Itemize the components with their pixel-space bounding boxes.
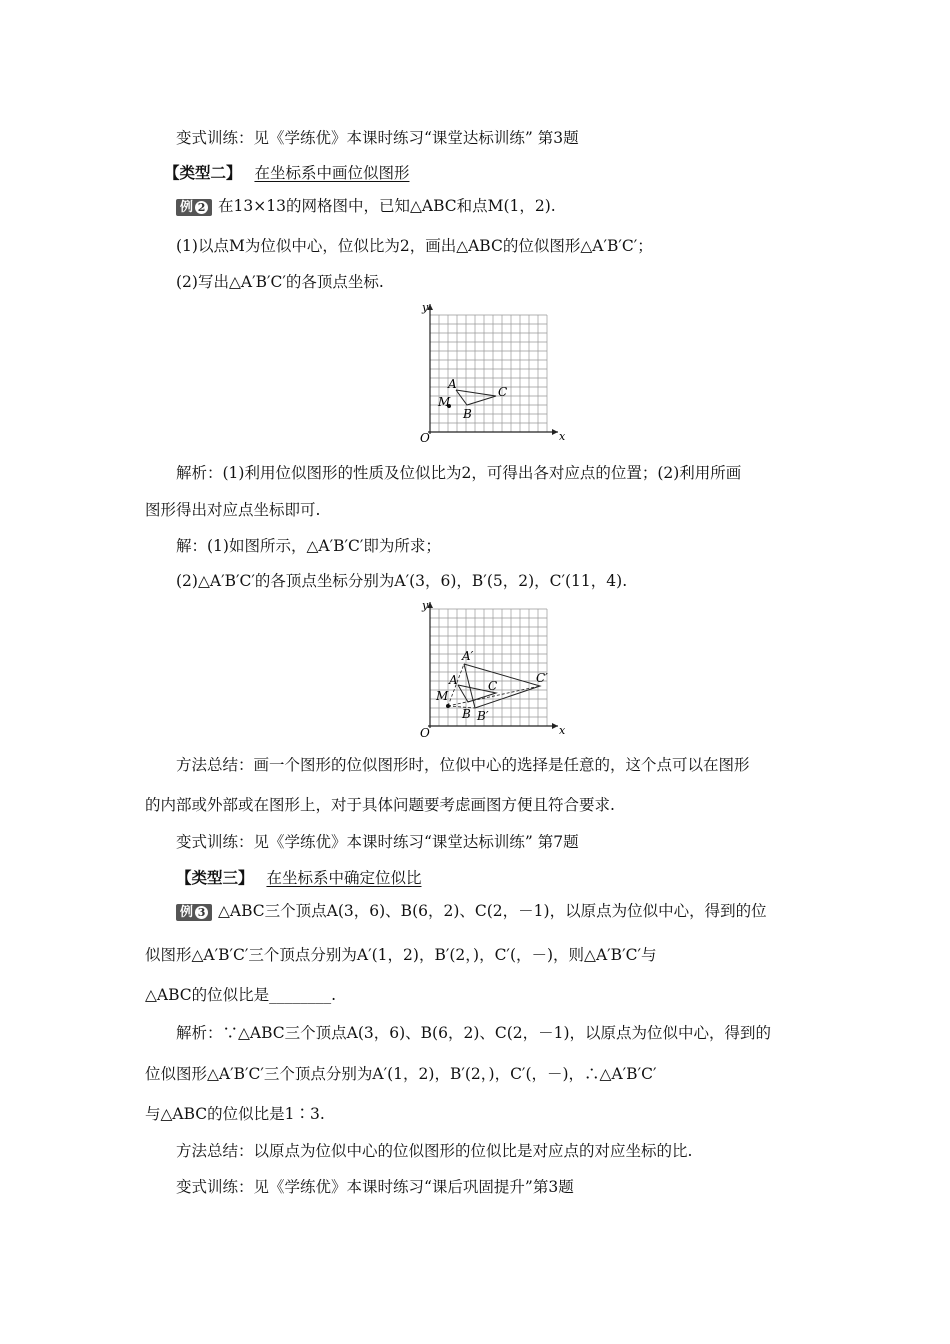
analysis-line-1: 解析：(1)利用位似图形的性质及位似比为2，可得出各对应点的位置；(2)利用所画 [176, 464, 742, 482]
label-c: C [498, 385, 508, 399]
example-badge: 例 3 [176, 904, 212, 921]
analysis-3-line-1: 解析：∵△ABC三个顶点A(3，6)、B(6，2)、C(2，－1)，以原点为位似中心，得到的 [176, 1024, 772, 1042]
analysis-3-line-3: 与△ABC的位似比是1∶3. [145, 1105, 325, 1123]
label-m: M [438, 395, 451, 409]
example-2-statement: 例 2 在13×13的网格图中，已知△ABC和点M(1，2). [176, 196, 556, 216]
label-m: M [436, 689, 449, 703]
method-summary-2: 方法总结：以原点为位似中心的位似图形的位似比是对应点的对应坐标的比. [176, 1142, 693, 1160]
x-label: x [559, 430, 566, 443]
label-c-prime: C′ [536, 671, 548, 685]
coordinate-grid-figure-1 [418, 300, 566, 444]
type-title: 在坐标系中画位似图形 [254, 164, 410, 182]
example-badge: 例 2 [176, 199, 212, 216]
method-summary-1-line-2: 的内部或外部或在图形上，对于具体问题要考虑画图方便且符合要求. [145, 796, 615, 814]
section-type-2 [164, 163, 409, 183]
x-label: x [559, 724, 566, 737]
example-3-line-3: △ABC的位似比是________. [145, 986, 337, 1004]
analysis-3-line-2: 位似图形△A′B′C′三个顶点分别为A′(1，2)，B′(2，)，C′(，－)，∴△A′B′C′ [145, 1065, 657, 1083]
solution-line-1: 解：(1)如图所示，△A′B′C′即为所求； [176, 537, 441, 555]
question-2: (2)写出△A′B′C′的各顶点坐标. [176, 273, 384, 291]
example-3-statement: 例 3 △ABC三个顶点A(3，6)、B(6，2)、C(2，－1)，以原点为位似中心，得到的位 [176, 901, 767, 921]
variant-training-2: 变式训练：见《学练优》本课时练习“课堂达标训练” 第7题 [176, 833, 579, 851]
label-a-prime: A′ [462, 649, 474, 663]
example-3-line-2: 似图形△A′B′C′三个顶点分别为A′(1，2)，B′(2，)，C′(，－)，则△A′B′C′与 [145, 946, 657, 964]
question-1: (1)以点M为位似中心，位似比为2，画出△ABC的位似图形△A′B′C′； [176, 237, 653, 255]
point-m [446, 704, 450, 708]
type-label: 【类型二】 [164, 163, 242, 182]
label-b: B [462, 707, 471, 721]
label-a: A [449, 673, 458, 687]
variant-training-1: 变式训练：见《学练优》本课时练习“课堂达标训练” 第3题 [176, 129, 579, 147]
y-label: y [422, 599, 429, 612]
analysis-line-2: 图形得出对应点坐标即可. [145, 501, 321, 519]
y-label: y [422, 301, 429, 314]
variant-training-3: 变式训练：见《学练优》本课时练习“课后巩固提升”第3题 [176, 1178, 574, 1196]
type-title: 在坐标系中确定位似比 [266, 869, 422, 887]
label-b: B [463, 407, 472, 421]
origin-label: O [420, 726, 430, 740]
label-a: A [448, 377, 457, 391]
label-b-prime: B′ [477, 709, 489, 723]
solution-line-2: (2)△A′B′C′的各顶点坐标分别为A′(3，6)，B′(5，2)，C′(11，4). [176, 572, 628, 590]
label-c: C [488, 679, 498, 693]
method-summary-1-line-1: 方法总结：画一个图形的位似图形时，位似中心的选择是任意的，这个点可以在图形 [176, 756, 750, 774]
type-label: 【类型三】 [176, 868, 254, 887]
origin-label: O [420, 431, 430, 444]
triangle-abc [456, 390, 496, 405]
section-type-3 [176, 868, 421, 888]
coordinate-grid-figure-2 [418, 598, 566, 744]
